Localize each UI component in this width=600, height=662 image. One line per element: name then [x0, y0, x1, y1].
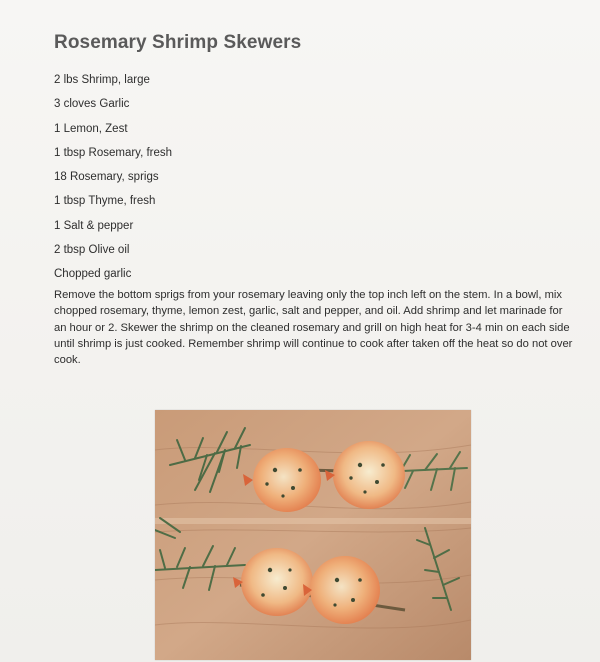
recipe-directions: Remove the bottom sprigs from your rosemary leaving only the top inch left on the stem. In a bowl, mix chopped rosemary, thyme, lemon zest, garlic, salt and pepper, and oil. Add shrimp and let marinade for an hour or 2. Skewer the shrimp on the cleaned rosemary and grill on high heat for 3-4 min on each side until shrimp is just cooked. Remember shrimp will continue to cook after taken off the heat so do not over cook.: [54, 289, 573, 367]
recipe-title: Rosemary Shrimp Skewers: [54, 32, 302, 53]
ingredient-item: 1 tbsp Thyme, fresh: [54, 195, 156, 208]
ingredient-item: 2 tbsp Olive oil: [54, 244, 130, 257]
ingredient-item: 1 Salt & pepper: [54, 219, 134, 232]
ingredient-item: Chopped garlic: [54, 268, 132, 281]
ingredient-item: 1 tbsp Rosemary, fresh: [54, 146, 173, 159]
ingredient-list: [54, 68, 172, 287]
ingredient-item: 2 lbs Shrimp, large: [54, 74, 150, 86]
ingredient-item: 1 Lemon, Zest: [54, 122, 128, 135]
ingredient-item: 3 cloves Garlic: [54, 98, 130, 111]
ingredient-item: 18 Rosemary, sprigs: [54, 171, 159, 184]
shrimp-skewers-photo: [155, 410, 471, 660]
